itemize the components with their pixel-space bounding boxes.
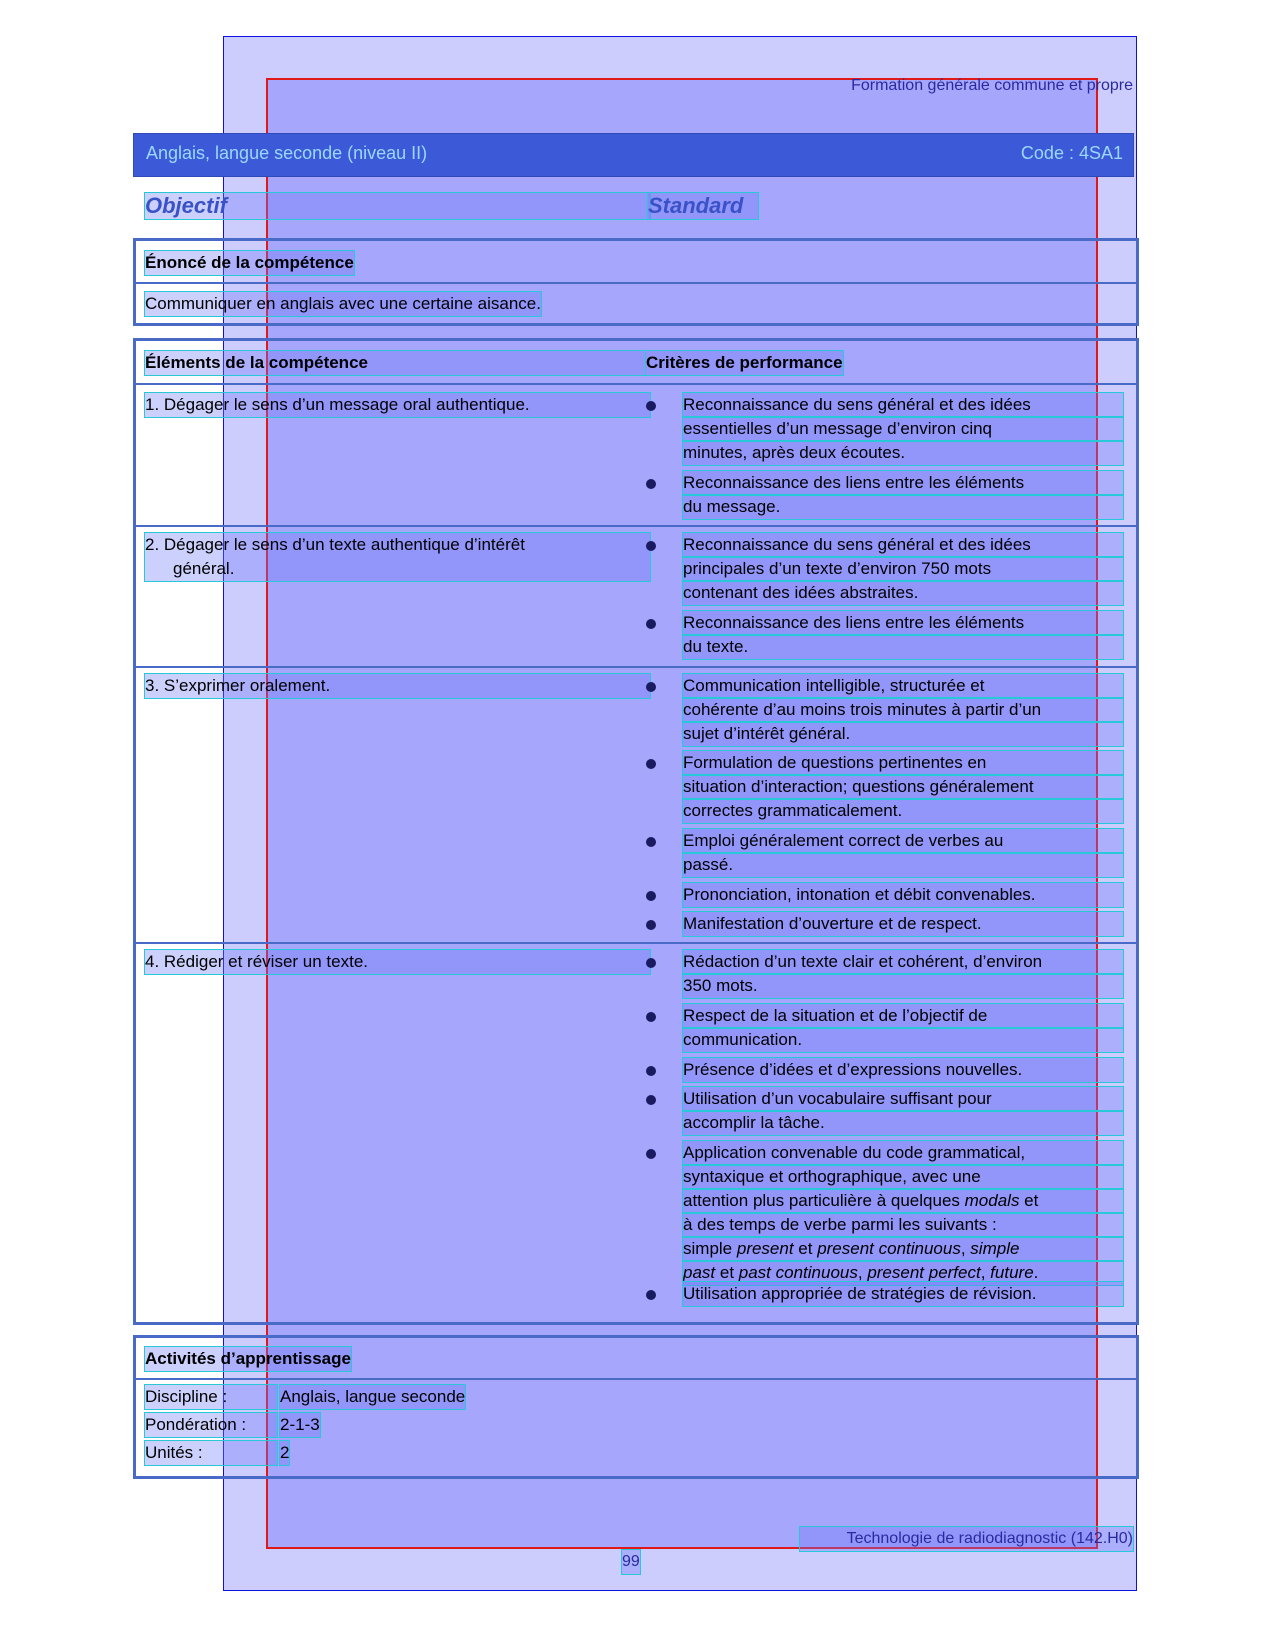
criterion-line: Communication intelligible, structurée et [683, 674, 1123, 698]
text-run: past continuous [738, 1263, 858, 1282]
criterion-line: sujet d’intérêt général. [683, 722, 1123, 746]
bullet-icon [646, 541, 656, 551]
criterion-line: passé. [683, 853, 1123, 877]
criterion-line: Utilisation appropriée de stratégies de révision. [683, 1282, 1123, 1306]
criterion-line: communication. [683, 1028, 1123, 1052]
column-elements-heading: Éléments de la compétence [145, 351, 645, 375]
criterion-line: Rédaction d’un texte clair et cohérent, d’environ [683, 950, 1123, 974]
text-run: future [990, 1263, 1034, 1282]
criterion-4-1 [683, 950, 1123, 998]
criterion-2-2 [683, 611, 1123, 659]
criterion-line: du texte. [683, 635, 1123, 659]
header-top-right: Formation générale commune et propre [851, 77, 1133, 94]
text-run: . [1033, 1263, 1039, 1282]
bullet-icon [646, 891, 656, 901]
criterion-1-1 [683, 393, 1123, 465]
bullet-icon [646, 1095, 656, 1105]
text-run: simple [683, 1239, 737, 1258]
table-header-separator [136, 383, 1136, 385]
discipline-label: Discipline : [145, 1385, 277, 1409]
row-separator-2 [136, 666, 1136, 668]
criterion-1-2 [683, 471, 1123, 519]
criterion-line: Application convenable du code grammatical, [683, 1141, 1123, 1165]
criterion-line: Formulation de questions pertinentes en [683, 751, 1123, 775]
criterion-line: principales d’un texte d’environ 750 mots [683, 557, 1123, 581]
bullet-icon [646, 619, 656, 629]
element-4: 4. Rédiger et réviser un texte. [145, 950, 650, 974]
text-run: attention plus particulière à quelques [683, 1191, 965, 1210]
course-header-bar [133, 133, 1134, 177]
course-code: Code : 4SA1 [1020, 143, 1123, 163]
criterion-line: minutes, après deux écoutes. [683, 441, 1123, 465]
element-line: général. [173, 559, 235, 578]
ponderation-label: Pondération : [145, 1413, 277, 1437]
standard-label: Standard [648, 193, 758, 219]
activities-separator [136, 1378, 1136, 1380]
criterion-line: Respect de la situation et de l’objectif de [683, 1004, 1123, 1028]
bullet-icon [646, 958, 656, 968]
criterion-line: Emploi généralement correct de verbes au [683, 829, 1123, 853]
criterion-3-2 [683, 751, 1123, 823]
text-run: past [683, 1263, 716, 1282]
criterion-line: Prononciation, intonation et débit convenables. [683, 883, 1123, 907]
text-run: present perfect [867, 1263, 981, 1282]
criterion-line: accomplir la tâche. [683, 1111, 1123, 1135]
bullet-icon [646, 1149, 656, 1159]
criterion-3-4 [683, 883, 1123, 907]
criterion-line: du message. [683, 495, 1123, 519]
row-separator-1 [136, 525, 1136, 527]
criterion-4-5 [683, 1141, 1123, 1285]
criterion-line: Reconnaissance des liens entre les éléments [683, 471, 1123, 495]
competence-heading: Énoncé de la compétence [145, 251, 354, 275]
bullet-icon [646, 682, 656, 692]
page-number: 99 [622, 1550, 640, 1574]
unites-value: 2 [280, 1441, 289, 1465]
criterion-line: syntaxique et orthographique, avec une [683, 1165, 1123, 1189]
criterion-line: Utilisation d’un vocabulaire suffisant pour [683, 1087, 1123, 1111]
criterion-line: 350 mots. [683, 974, 1123, 998]
criterion-line: situation d’interaction; questions généralement [683, 775, 1123, 799]
criterion-3-5 [683, 912, 1123, 936]
bullet-icon [646, 1290, 656, 1300]
bullet-icon [646, 920, 656, 930]
criterion-line: Reconnaissance du sens général et des idées [683, 533, 1123, 557]
text-run: present [736, 1239, 794, 1258]
text-run: present continuous [817, 1239, 961, 1258]
unites-label: Unités : [145, 1441, 277, 1465]
bullet-icon [646, 759, 656, 769]
row-separator-3 [136, 942, 1136, 944]
competence-text: Communiquer en anglais avec une certaine aisance. [145, 292, 541, 316]
criterion-line: cohérente d’au moins trois minutes à partir d’un [683, 698, 1123, 722]
competence-separator [136, 282, 1136, 284]
criterion-4-2 [683, 1004, 1123, 1052]
element-line: 2. Dégager le sens d’un texte authentique d’intérêt [145, 535, 525, 554]
criterion-3-1 [683, 674, 1123, 746]
criterion-line: Reconnaissance du sens général et des idées [683, 393, 1123, 417]
bullet-icon [646, 479, 656, 489]
discipline-value: Anglais, langue seconde [280, 1385, 465, 1409]
text-run: et [715, 1263, 739, 1282]
bullet-icon [646, 837, 656, 847]
text-run: , [857, 1263, 868, 1282]
criterion-line: essentielles d’un message d’environ cinq [683, 417, 1123, 441]
criterion-4-4 [683, 1087, 1123, 1135]
criterion-line: Manifestation d’ouverture et de respect. [683, 912, 1123, 936]
text-run: modals [964, 1191, 1020, 1210]
element-3: 3. S’exprimer oralement. [145, 674, 650, 698]
criterion-line [683, 1189, 1123, 1213]
criterion-line [683, 1237, 1123, 1261]
text-run: , [980, 1263, 991, 1282]
element-1: 1. Dégager le sens d’un message oral authentique. [145, 393, 650, 417]
criterion-4-3 [683, 1058, 1123, 1082]
ponderation-value: 2-1-3 [280, 1413, 320, 1437]
course-title: Anglais, langue seconde (niveau II) [146, 143, 428, 163]
criterion-line: Présence d’idées et d’expressions nouvelles. [683, 1058, 1123, 1082]
criterion-line: à des temps de verbe parmi les suivants : [683, 1213, 1123, 1237]
criterion-2-1 [683, 533, 1123, 605]
text-run: et [793, 1239, 818, 1258]
criterion-3-3 [683, 829, 1123, 877]
criterion-4-6 [683, 1282, 1123, 1306]
objective-label: Objectif [145, 193, 650, 219]
footer-program: Technologie de radiodiagnostic (142.H0) [800, 1527, 1133, 1551]
column-criteria-heading: Critères de performance [646, 351, 843, 375]
text-run: et [1019, 1191, 1039, 1210]
element-2 [145, 533, 650, 581]
activities-heading: Activités d’apprentissage [145, 1347, 351, 1371]
criterion-line: correctes grammaticalement. [683, 799, 1123, 823]
criterion-line: contenant des idées abstraites. [683, 581, 1123, 605]
bullet-icon [646, 401, 656, 411]
bullet-icon [646, 1066, 656, 1076]
text-run: simple [970, 1239, 1020, 1258]
criterion-line: Reconnaissance des liens entre les éléments [683, 611, 1123, 635]
text-run: , [960, 1239, 971, 1258]
bullet-icon [646, 1012, 656, 1022]
